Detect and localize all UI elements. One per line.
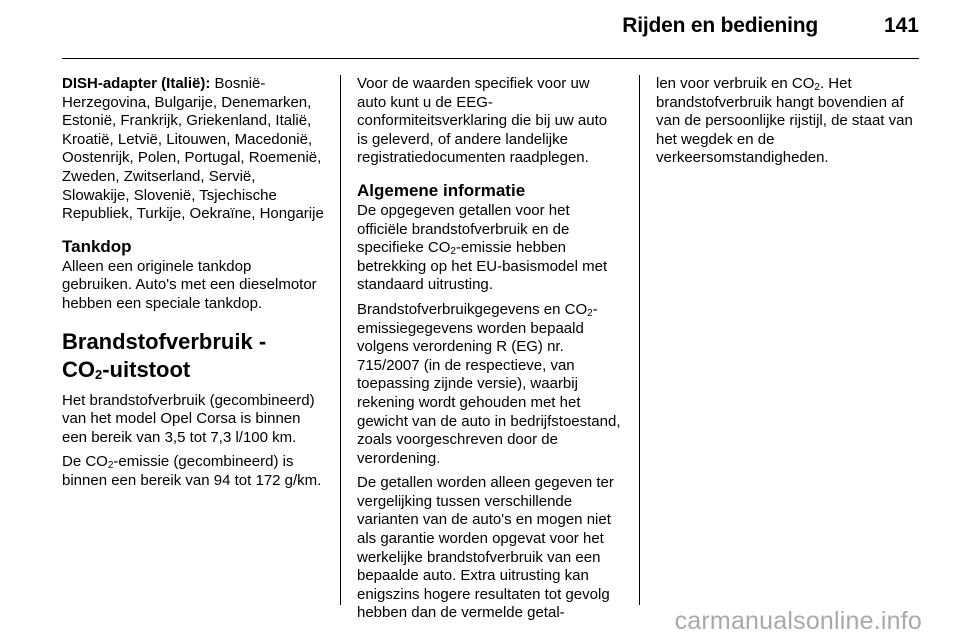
page-number: 141	[883, 14, 919, 37]
section-title: Brandstofverbruik - $CO_2$-uitstoot	[62, 328, 267, 382]
tankdop-text: Alleen een originele tankdop gebruiken. Auto's met een dieselmotor hebben een speciale tankdop.	[62, 257, 317, 312]
consumption-paragraph: Het brandstofverbruik (gecombineerd) van het model Opel Corsa is binnen een bereik van 3,5 tot 7,3 l/100 km.	[62, 391, 315, 446]
general-info-paragraph-2: Brandstofverbruikgegevens en $CO_2$-emissiegegevens worden bepaald volgens verordening R (EG) nr. 715/2007 (in de respectieve, van toepassing zijnde versie), waarbij rekening wordt gehouden met het gewicht van de auto in bedrijfstoestand, zoals voorgeschreven door de verordening.	[357, 300, 621, 467]
conformity-paragraph: Voor de waarden specifiek voor uw auto kunt u de EEG-conformiteitsverklaring die bij uw auto is geleverd, of andere landelijke registratiedocumenten raadplegen.	[357, 75, 608, 167]
column-divider-2	[639, 75, 640, 605]
header-rule	[62, 58, 919, 59]
tankdop-heading: Tankdop	[62, 236, 132, 256]
column-3	[656, 75, 921, 174]
continued-paragraph: len voor verbruik en $CO_2$. Het brandstofverbruik hangt bovendien af van de persoonlijke rijstijl, de staat van het wegdek en de verkeersomstandigheden.	[656, 75, 913, 167]
general-info-paragraph-1: De opgegeven getallen voor het officiële brandstofverbruik en de specifieke $CO_2$-emissie hebben betrekking op het EU-basismodel met standaard uitrusting.	[357, 201, 608, 294]
dish-adapter-label: DISH-adapter (Italië):	[62, 75, 211, 92]
watermark: carmanualsonline.info	[674, 607, 922, 635]
column-divider-1	[340, 75, 341, 605]
co2-emission-paragraph: De $CO_2$-emissie (gecombineerd) is binnen een bereik van 94 tot 172 g/km.	[62, 453, 322, 489]
general-info-paragraph-3: De getallen worden alleen gegeven ter vergelijking tussen verschillende varianten van de auto's en mogen niet als garantie worden opgevat voor het werkelijke brandstofverbruik van een bepaalde auto. Extra uitrusting kan enigszins hogere resultaten tot gevolg hebben dan de vermelde getal-	[357, 474, 614, 622]
dish-adapter-countries: Bosnië-Herzegovina, Bulgarije, Denemarken, Estonië, Frankrijk, Griekenland, Italië, Kroatië, Letvië, Litouwen, Macedonië, Oostenrijk, Polen, Portugal, Roemenië, Zweden, Zwitserland, Servië, Slowakije, Slovenië, Tsjechische Republiek, Turkije, Oekraïne, Hongarije	[62, 75, 324, 223]
dish-adapter-paragraph	[62, 75, 324, 224]
column-1	[62, 75, 324, 497]
general-info-heading: Algemene informatie	[357, 180, 526, 200]
header-title: Rijden en bediening	[622, 14, 818, 37]
column-2	[357, 75, 622, 629]
